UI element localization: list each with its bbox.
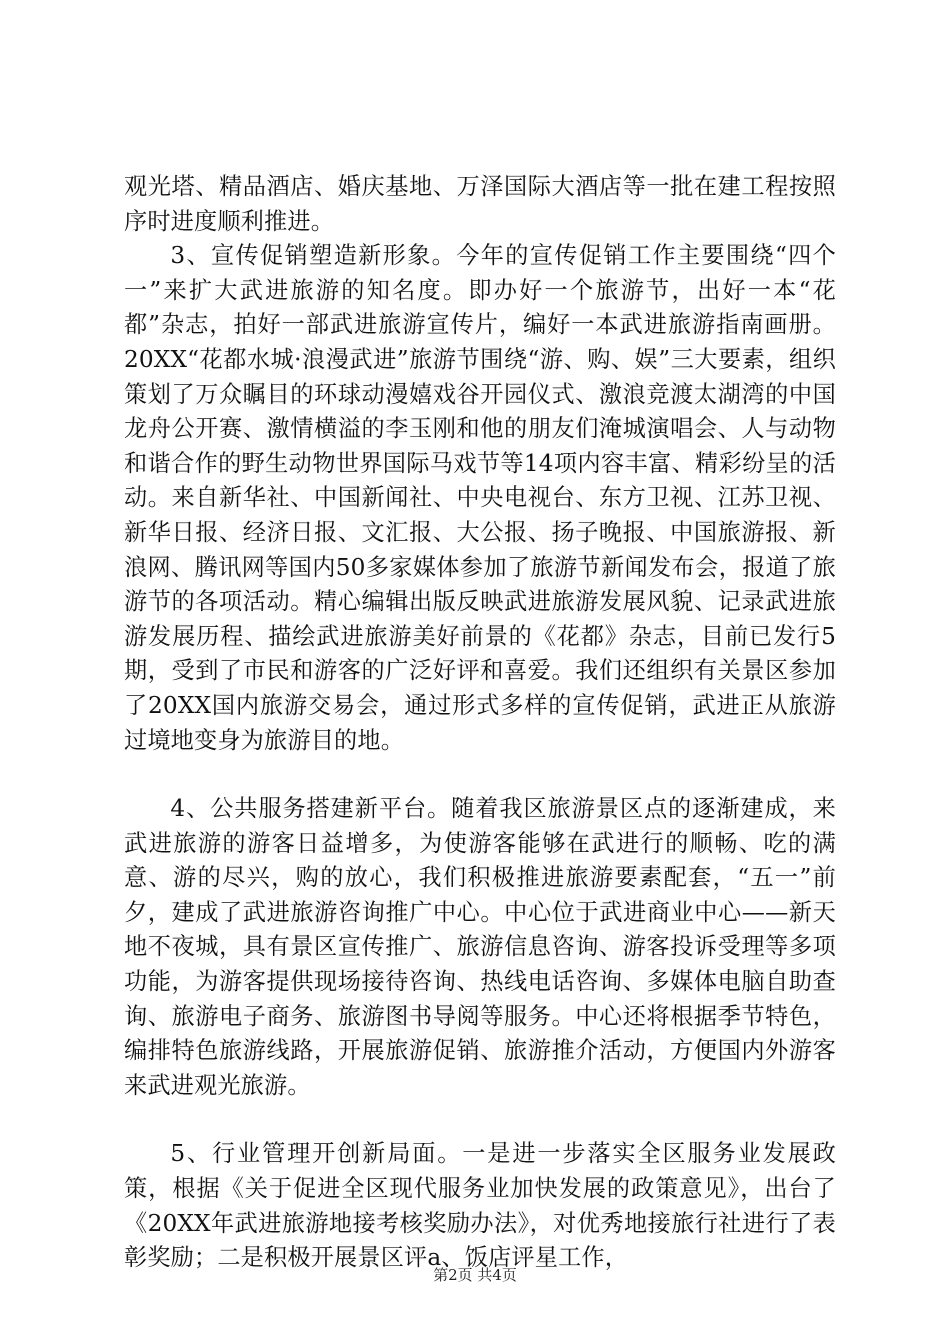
paragraph-section-5: 5、行业管理开创新局面。一是进一步落实全区服务业发展政策，根据《关于促进全区现代服务业加快发展的政策意见》，出台了《20XX年武进旅游地接考核奖励办法》，对优秀地接旅行社进行了表彰奖励；二是积极开展景区评a、饭店评星工作， bbox=[124, 1140, 836, 1272]
paragraph-spacer bbox=[124, 758, 836, 792]
paragraph-section-3: 3、宣传促销塑造新形象。今年的宣传促销工作主要围绕“四个一”来扩大武进旅游的知名度。即办好一个旅游节，出好一本“花都”杂志，拍好一部武进旅游宣传片，编好一本武进旅游指南画册。20XX“花都水城·浪漫武进”旅游节围绕“游、购、娱”三大要素，组织策划了万众瞩目的环球动漫嬉戏谷开园仪式、激浪竞渡太湖湾的中国龙舟公开赛、激情横溢的李玉刚和他的朋友们淹城演唱会、人与动物和谐合作的野生动物世界国际马戏节等14项内容丰富、精彩纷呈的活动。来自新华社、中国新闻社、中央电视台、东方卫视、江苏卫视、新华日报、经济日报、文汇报、大公报、扬子晚报、中国旅游报、新浪网、腾讯网等国内50多家媒体参加了旅游节新闻发布会，报道了旅游节的各项活动。精心编辑出版反映武进旅游发展风貌、记录武进旅游发展历程、描绘武进旅游美好前景的《花都》杂志，目前已发行5期，受到了市民和游客的广泛好评和喜爱。我们还组织有关景区参加了20XX国内旅游交易会，通过形式多样的宣传促销，武进正从旅游过境地变身为旅游目的地。 bbox=[124, 242, 836, 754]
document-body bbox=[124, 170, 836, 1276]
paragraph-spacer bbox=[124, 1103, 836, 1137]
paragraph-continuation: 观光塔、精品酒店、婚庆基地、万泽国际大酒店等一批在建工程按照序时进度顺利推进。 bbox=[124, 173, 836, 235]
page-number-footer: 第2页 共4页 bbox=[433, 1266, 517, 1284]
paragraph-section-4: 4、公共服务搭建新平台。随着我区旅游景区点的逐渐建成，来武进旅游的游客日益增多，为使游客能够在武进行的顺畅、吃的满意、游的尽兴，购的放心，我们积极推进旅游要素配套，“五一”前夕，建成了武进旅游咨询推广中心。中心位于武进商业中心——新天地不夜城，具有景区宣传推广、旅游信息咨询、游客投诉受理等多项功能，为游客提供现场接待咨询、热线电话咨询、多媒体电脑自助查询、旅游电子商务、旅游图书导阅等服务。中心还将根据季节特色，编排特色旅游线路，开展旅游促销、旅游推介活动，方便国内外游客来武进观光旅游。 bbox=[124, 795, 836, 1099]
